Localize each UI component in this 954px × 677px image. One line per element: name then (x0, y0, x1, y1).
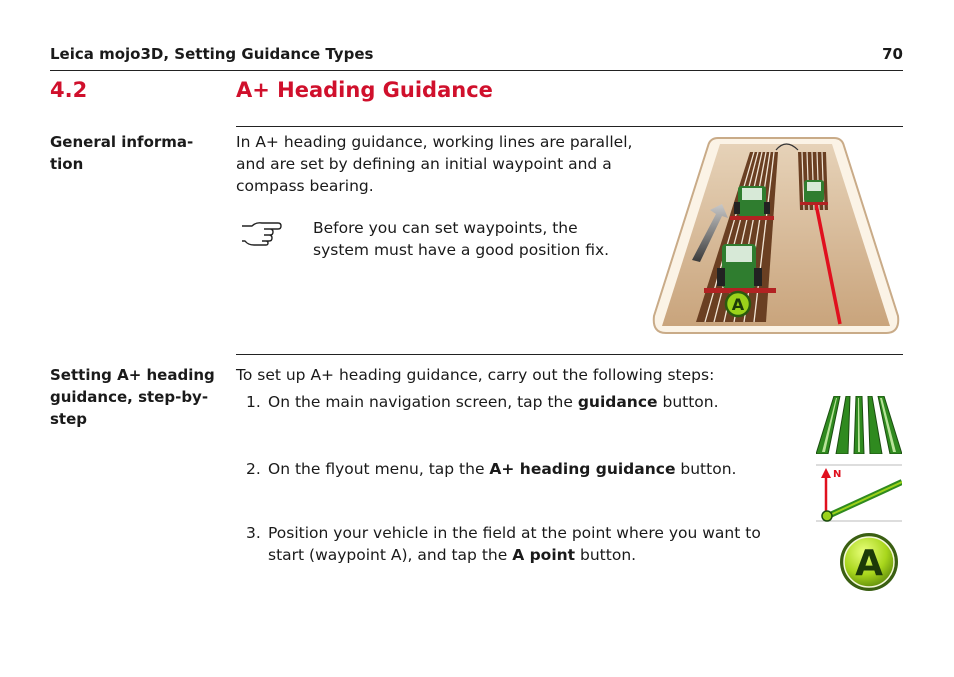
steps-label-line: step (50, 410, 88, 428)
a-plus-heading-guidance-button-icon[interactable] (816, 464, 902, 522)
running-header-title: Leica mojo3D, Setting Guidance Types (50, 45, 374, 63)
step-number: 3. (246, 524, 261, 542)
steps-rule (236, 354, 903, 355)
step-emphasis: guidance (577, 393, 658, 411)
general-intro (236, 131, 632, 197)
note-line: system must have a good position fix. (313, 241, 610, 259)
step-number: 2. (246, 460, 261, 478)
steps-intro: To set up A+ heading guidance, carry out the following steps: (236, 366, 715, 384)
step-text: button. (675, 460, 737, 478)
field-illustration (650, 136, 902, 336)
step-number: 1. (246, 393, 261, 411)
waypoint-a-label: A (731, 295, 745, 314)
step-text: start (waypoint A), and tap the (268, 546, 513, 564)
intro-line: compass bearing. (236, 177, 374, 195)
step-text: On the main navigation screen, tap the (268, 393, 578, 411)
intro-line: and are set by defining an initial waypoint and a (236, 155, 612, 173)
general-label-line: General informa- (50, 133, 194, 151)
section-title: A+ Heading Guidance (236, 78, 493, 102)
step-text: On the flyout menu, tap the (268, 460, 490, 478)
a-point-label: A (855, 543, 883, 584)
step-emphasis: A point (512, 546, 576, 564)
section-number: 4.2 (50, 78, 88, 102)
general-label-line: tion (50, 155, 84, 173)
steps-label-line: Setting A+ heading (50, 366, 215, 384)
header-rule (50, 70, 903, 71)
step-emphasis: A+ heading guidance (489, 460, 676, 478)
step-text: Position your vehicle in the field at the point where you want to (268, 524, 761, 542)
note-line: Before you can set waypoints, the (313, 219, 578, 237)
general-rule (236, 126, 903, 127)
intro-line: In A+ heading guidance, working lines are parallel, (236, 133, 633, 151)
step-text: button. (657, 393, 719, 411)
guidance-button-icon[interactable] (816, 396, 902, 454)
pointing-hand-icon (240, 218, 282, 246)
step-1 (246, 391, 719, 413)
steps-side-label (50, 364, 225, 430)
steps-label-line: guidance, step-by- (50, 388, 209, 406)
step-2 (246, 458, 736, 480)
note-text (313, 217, 609, 261)
a-point-button-icon[interactable] (838, 531, 900, 593)
general-side-label (50, 131, 225, 175)
step-text: button. (575, 546, 637, 564)
step-3 (246, 522, 761, 566)
page-number: 70 (882, 45, 903, 63)
north-label: N (833, 469, 842, 480)
